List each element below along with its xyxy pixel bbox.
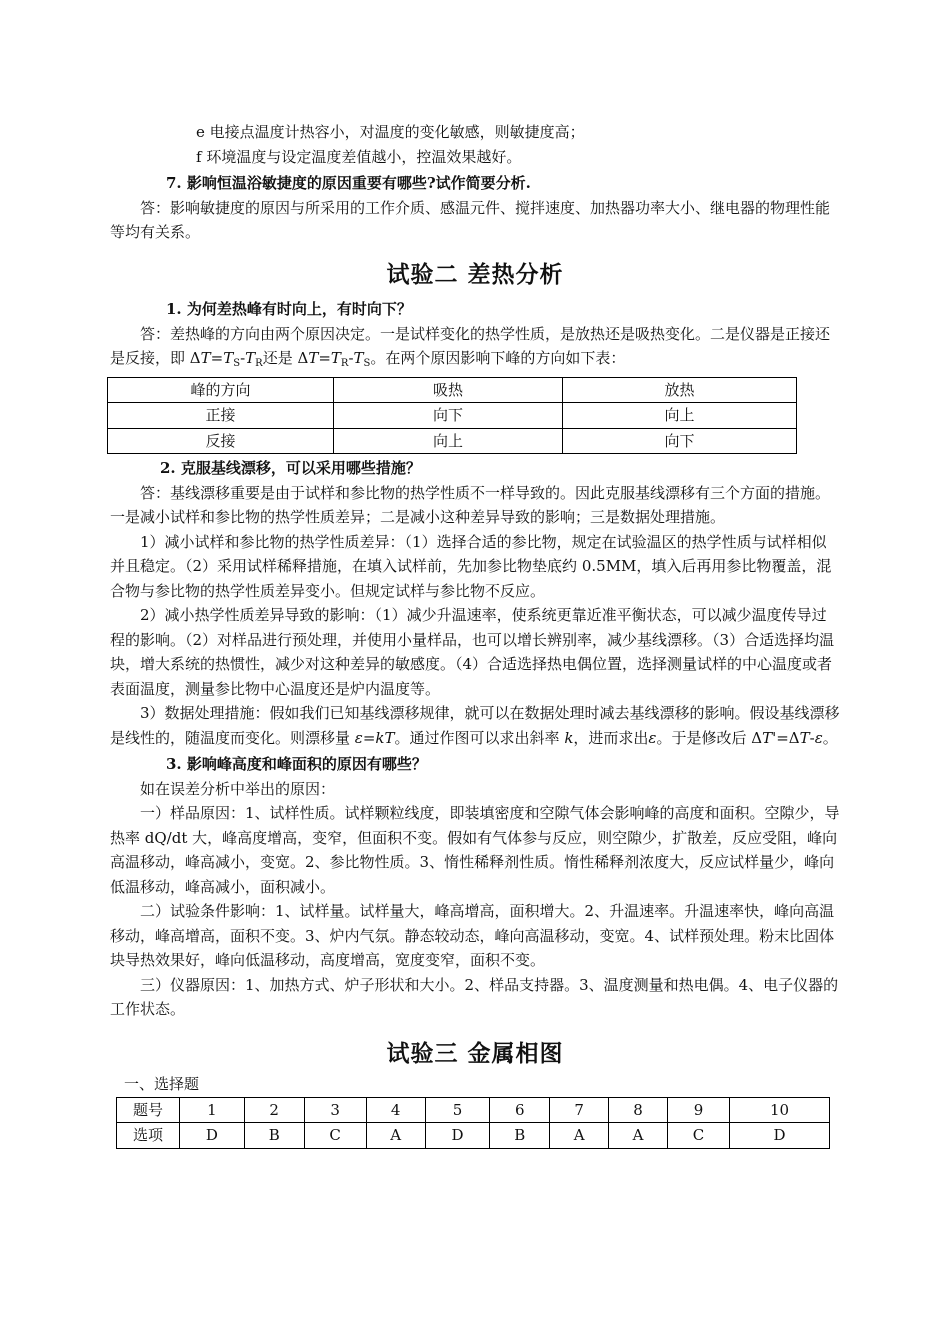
table-row-label: 选项 xyxy=(117,1123,180,1149)
table-row xyxy=(117,1123,830,1149)
table-cell: D xyxy=(730,1123,830,1149)
answer-dta-3-p1: 一）样品原因：1、试样性质。试样颗粒线度，即装填密度和空隙气体会影响峰的高度和面积。空隙少，导热率 dQ/dt 大，峰高度增高，变窄，但面积不变。假如有气体参与反应，则空隙少，扩散差，反应受阻，峰向高温移动，峰高减小，变宽。2、参比物性质。3、惰性稀释剂性质。惰性稀释剂浓度大，反应试样量少，峰向低温移动，峰高减小，面积减小。 xyxy=(110,804,840,896)
table-cell: 向上 xyxy=(563,403,797,429)
question-dta-2: 2. 克服基线漂移，可以采用哪些措施？ xyxy=(160,459,421,477)
subsection-choice: 一、选择题 xyxy=(124,1075,200,1093)
table-cell: 3 xyxy=(304,1097,366,1123)
question-dta-3: 3. 影响峰高度和峰面积的原因有哪些？ xyxy=(166,755,427,773)
table-row xyxy=(108,428,797,454)
table-row-label: 题号 xyxy=(117,1097,180,1123)
table-row xyxy=(108,403,797,429)
answer-dta-1-text-a: 答：差热峰的方向由两个原因决定。一是试样变化的热学性质，是放热还是吸热变化。二是仪器是正接还是反接，即 Δ xyxy=(110,324,831,367)
answer-dta-2-p4-text-d: 。于是修改后 Δ xyxy=(656,728,763,747)
table-cell: 8 xyxy=(609,1097,668,1123)
table-cell: 9 xyxy=(667,1097,729,1123)
table-header-cell: 峰的方向 xyxy=(108,377,334,403)
answer-dta-2-p4-text-c: ，进而求出 xyxy=(573,728,649,747)
intro-item-f: f 环境温度与设定温度差值越小，控温效果越好。 xyxy=(196,147,522,166)
answer-dta-3-p2: 二）试验条件影响：1、试样量。试样量大，峰高增高，面积增大。2、升温速率。升温速率快，峰向高温移动，峰高增高，面积不变。3、炉内气氛。静态较动态，峰向高温移动，变宽。4、试样预处理。粉末比固体块导热效果好，峰向低温移动，高度增高，宽度变窄，面积不变。 xyxy=(110,902,835,969)
answer-dta-2-p3: 2）减小热学性质差异导致的影响：（1）减少升温速率，使系统更靠近准平衡状态，可以减少温度传导过程的影响。（2）对样品进行预处理，并使用小量样品，也可以增长辨别率，减少基线漂移。（3）合适选择均温块，增大系统的热惯性，减少对这种差异的敏感度。（4）合适选择热电偶位置，选择测量试样的中心温度或者表面温度，测量参比物中心温度还是炉内温度等。 xyxy=(110,606,835,698)
answer-7: 答：影响敏捷度的原因与所采用的工作介质、感温元件、搅拌速度、加热器功率大小、继电器的物理性能等均有关系。 xyxy=(110,198,831,241)
table-cell: D xyxy=(425,1123,490,1149)
section-title-phase-diagram: 试验三 金属相图 xyxy=(386,1040,564,1067)
answer-dta-1-text-c: 。在两个原因影响下峰的方向如下表： xyxy=(370,349,626,367)
table-cell: 10 xyxy=(730,1097,830,1123)
answer-dta-2-p1: 答：基线漂移重要是由于试样和参比物的热学性质不一样导致的。因此克服基线漂移有三个方面的措施。一是减小试样和参比物的热学性质差异；二是减小这种差异导致的影响；三是数据处理措施。 xyxy=(110,483,831,526)
question-dta-1: 1. 为何差热峰有时向上，有时向下？ xyxy=(166,300,412,318)
answer-dta-2-p4-text-b: 。通过作图可以求出斜率 xyxy=(394,728,565,747)
answer-dta-1: 答：差热峰的方向由两个原因决定。一是试样变化的热学性质，是放热还是吸热变化。二是仪器是正接还是反接，即 $\Delta T=T_S-T_R$还是 $\Delta T=T_R-T_S$。在两个原因影响下峰的方向如下表： xyxy=(110,324,831,369)
table-cell: A xyxy=(550,1123,609,1149)
answer-dta-2-p2: 1）减小试样和参比物的热学性质差异：（1）选择合适的参比物，规定在试验温区的热学性质与试样相似并且稳定。（2）采用试样稀释措施，在填入试样前，先加参比物垫底约 0.5MM，填入后再用参比物覆盖，混合物与参比物的热学性质差异变小。但规定试样与参比物不反应。 xyxy=(110,532,832,600)
answer-dta-2-p4-text-a: 3）数据处理措施：假如我们已知基线漂移规律，就可以在数据处理时减去基线漂移的影响。假设基线漂移是线性的，随温度而变化。则漂移量 xyxy=(110,704,840,747)
answer-dta-3-intro: 如在误差分析中举出的原因： xyxy=(140,779,336,798)
table-cell: 向上 xyxy=(334,428,563,454)
table-cell: 向下 xyxy=(563,428,797,454)
section-title-dta: 试验二 差热分析 xyxy=(386,261,564,288)
document-page xyxy=(110,120,840,1149)
peak-direction-table xyxy=(107,377,797,455)
table-cell: A xyxy=(609,1123,668,1149)
question-7: 7. 影响恒温浴敏捷度的原因重要有哪些?试作简要分析. xyxy=(166,174,531,192)
table-cell: 7 xyxy=(550,1097,609,1123)
table-cell: 正接 xyxy=(108,403,334,429)
table-cell: D xyxy=(180,1123,245,1149)
table-cell: 1 xyxy=(180,1097,245,1123)
table-cell: 4 xyxy=(366,1097,425,1123)
answer-dta-2-p4: 3）数据处理措施：假如我们已知基线漂移规律，就可以在数据处理时减去基线漂移的影响。假设基线漂移是线性的，随温度而变化。则漂移量 ε=kT。通过作图可以求出斜率 k，进而求出ε。于是修改后 ΔT'=ΔT-ε。 xyxy=(110,704,840,747)
table-header-cell: 放热 xyxy=(563,377,797,403)
table-cell: 反接 xyxy=(108,428,334,454)
table-cell: B xyxy=(244,1123,304,1149)
answer-dta-1-text-b: 还是 Δ xyxy=(262,349,309,367)
answer-dta-3-p3: 三）仪器原因：1、加热方式、炉子形状和大小。2、样品支持器。3、温度测量和热电偶。4、电子仪器的工作状态。 xyxy=(110,975,839,1018)
table-cell: A xyxy=(366,1123,425,1149)
table-header-row xyxy=(108,377,797,403)
table-cell: 6 xyxy=(490,1097,550,1123)
answer-table xyxy=(116,1097,830,1149)
table-header-cell: 吸热 xyxy=(334,377,563,403)
table-cell: C xyxy=(304,1123,366,1149)
intro-item-e: e 电接点温度计热容小，对温度的变化敏感，则敏捷度高； xyxy=(196,123,585,141)
table-cell: 2 xyxy=(244,1097,304,1123)
table-cell: 5 xyxy=(425,1097,490,1123)
table-cell: B xyxy=(490,1123,550,1149)
table-cell: C xyxy=(667,1123,729,1149)
table-cell: 向下 xyxy=(334,403,563,429)
table-row xyxy=(117,1097,830,1123)
